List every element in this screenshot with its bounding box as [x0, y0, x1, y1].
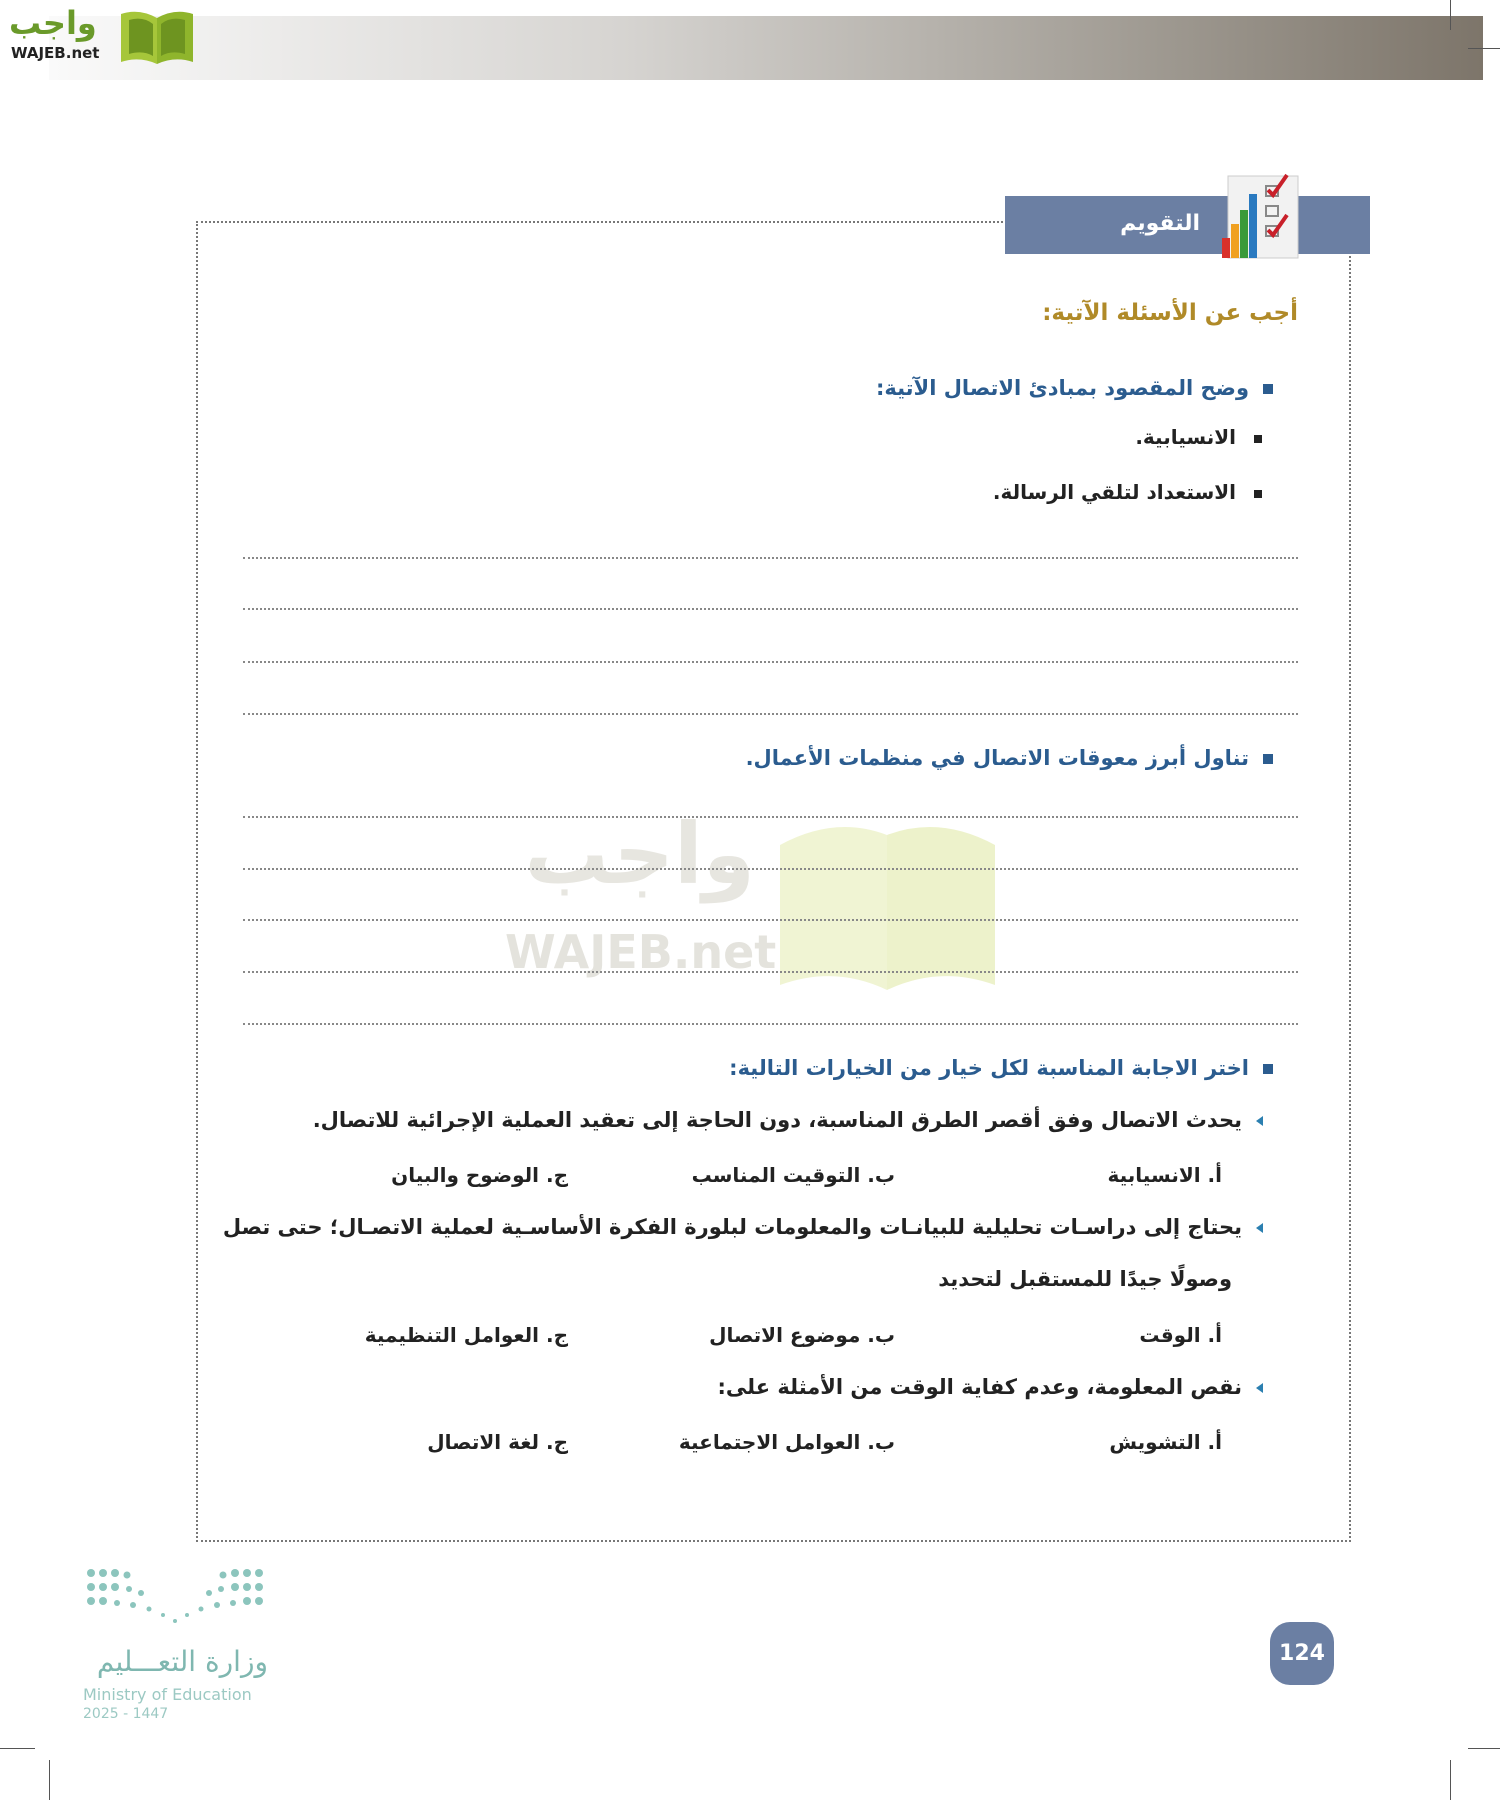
- q1-item-text: الانسيابية.: [1135, 425, 1236, 449]
- crop-mark: [1468, 48, 1500, 49]
- mcq-stem: يحتاج إلى دراسـات تحليلية للبيانـات والمعلومات لبلورة الفكرة الأساسـية لعملية الاتصـال؛ حتى تصل: [222, 1215, 1242, 1239]
- checklist-chart-icon: [1222, 166, 1312, 260]
- square-bullet-icon: [1254, 490, 1262, 498]
- mcq-item-2: [223, 1215, 1263, 1239]
- mcq-item-3: [718, 1375, 1263, 1399]
- q1-item-text: الاستعداد لتلقي الرسالة.: [992, 480, 1236, 504]
- option-a[interactable]: أ. التشويش: [1109, 1430, 1222, 1454]
- ministry-name-en: Ministry of Education: [83, 1685, 252, 1704]
- option-a[interactable]: أ. الوقت: [1139, 1323, 1222, 1347]
- triangle-bullet-icon: [1256, 1116, 1263, 1126]
- q1-item-1: [1135, 425, 1262, 449]
- square-bullet-icon: [1263, 754, 1273, 764]
- answer-line[interactable]: [243, 608, 1298, 610]
- question-2-text: تناول أبرز معوقات الاتصال في منظمات الأعمال.: [745, 746, 1249, 770]
- option-a[interactable]: أ. الانسيابية: [1107, 1163, 1222, 1187]
- question-3: [729, 1056, 1273, 1080]
- watermark-text-en: WAJEB.net: [505, 925, 777, 979]
- mcq-stem-continued: وصولًا جيدًا للمستقبل لتحديد: [938, 1267, 1232, 1291]
- page-number: 124: [1270, 1622, 1334, 1685]
- answer-line[interactable]: [243, 919, 1298, 921]
- instruction-heading: أجب عن الأسئلة الآتية:: [1042, 300, 1298, 326]
- crop-mark: [0, 1748, 35, 1749]
- ministry-dots-emblem: [83, 1563, 268, 1643]
- square-bullet-icon: [1263, 384, 1273, 394]
- ministry-logo: [83, 1563, 268, 1723]
- option-b[interactable]: ب. موضوع الاتصال: [709, 1323, 895, 1347]
- option-b[interactable]: ب. التوقيت المناسب: [691, 1163, 895, 1187]
- wajeb-watermark: [505, 805, 1000, 990]
- mcq-item-1: [313, 1108, 1263, 1132]
- logo-text-ar: واجب: [9, 4, 97, 42]
- section-title: التقويم: [1005, 196, 1370, 254]
- answer-line[interactable]: [243, 868, 1298, 870]
- question-2: [746, 746, 1273, 770]
- answer-line[interactable]: [243, 557, 1298, 559]
- crop-mark: [1468, 1748, 1500, 1749]
- option-b[interactable]: ب. العوامل الاجتماعية: [678, 1430, 895, 1454]
- option-c[interactable]: ج. العوامل التنظيمية: [364, 1323, 568, 1347]
- crop-mark: [1450, 1760, 1451, 1800]
- triangle-bullet-icon: [1256, 1383, 1263, 1393]
- answer-line[interactable]: [243, 816, 1298, 818]
- header-bar: [49, 16, 1483, 80]
- wajeb-logo[interactable]: [9, 4, 191, 66]
- logo-text-en: WAJEB.net: [11, 44, 100, 62]
- watermark-text-ar: واجب: [524, 805, 755, 903]
- answer-line[interactable]: [243, 713, 1298, 715]
- crop-mark: [49, 1760, 50, 1800]
- answer-line[interactable]: [243, 1023, 1298, 1025]
- mcq-stem: نقص المعلومة، وعدم كفاية الوقت من الأمثلة على:: [717, 1375, 1242, 1399]
- answer-line[interactable]: [243, 661, 1298, 663]
- option-c[interactable]: ج. الوضوح والبيان: [391, 1163, 568, 1187]
- academic-year: 2025 - 1447: [83, 1706, 169, 1722]
- watermark-book-icon: [775, 815, 1000, 990]
- crop-mark: [1450, 0, 1451, 30]
- mcq-stem: يحدث الاتصال وفق أقصر الطرق المناسبة، دون الحاجة إلى تعقيد العملية الإجرائية للاتصال.: [312, 1108, 1242, 1132]
- book-icon: [117, 8, 197, 66]
- q1-item-2: [993, 480, 1262, 504]
- question-3-text: اختر الاجابة المناسبة لكل خيار من الخيارات التالية:: [729, 1056, 1249, 1080]
- triangle-bullet-icon: [1256, 1223, 1263, 1233]
- question-1-text: وضح المقصود بمبادئ الاتصال الآتية:: [875, 376, 1249, 400]
- question-1: [876, 376, 1273, 400]
- option-c[interactable]: ج. لغة الاتصال: [427, 1430, 568, 1454]
- ministry-name-ar: وزارة التعـــليم: [96, 1645, 268, 1678]
- square-bullet-icon: [1263, 1064, 1273, 1074]
- answer-line[interactable]: [243, 971, 1298, 973]
- square-bullet-icon: [1254, 435, 1262, 443]
